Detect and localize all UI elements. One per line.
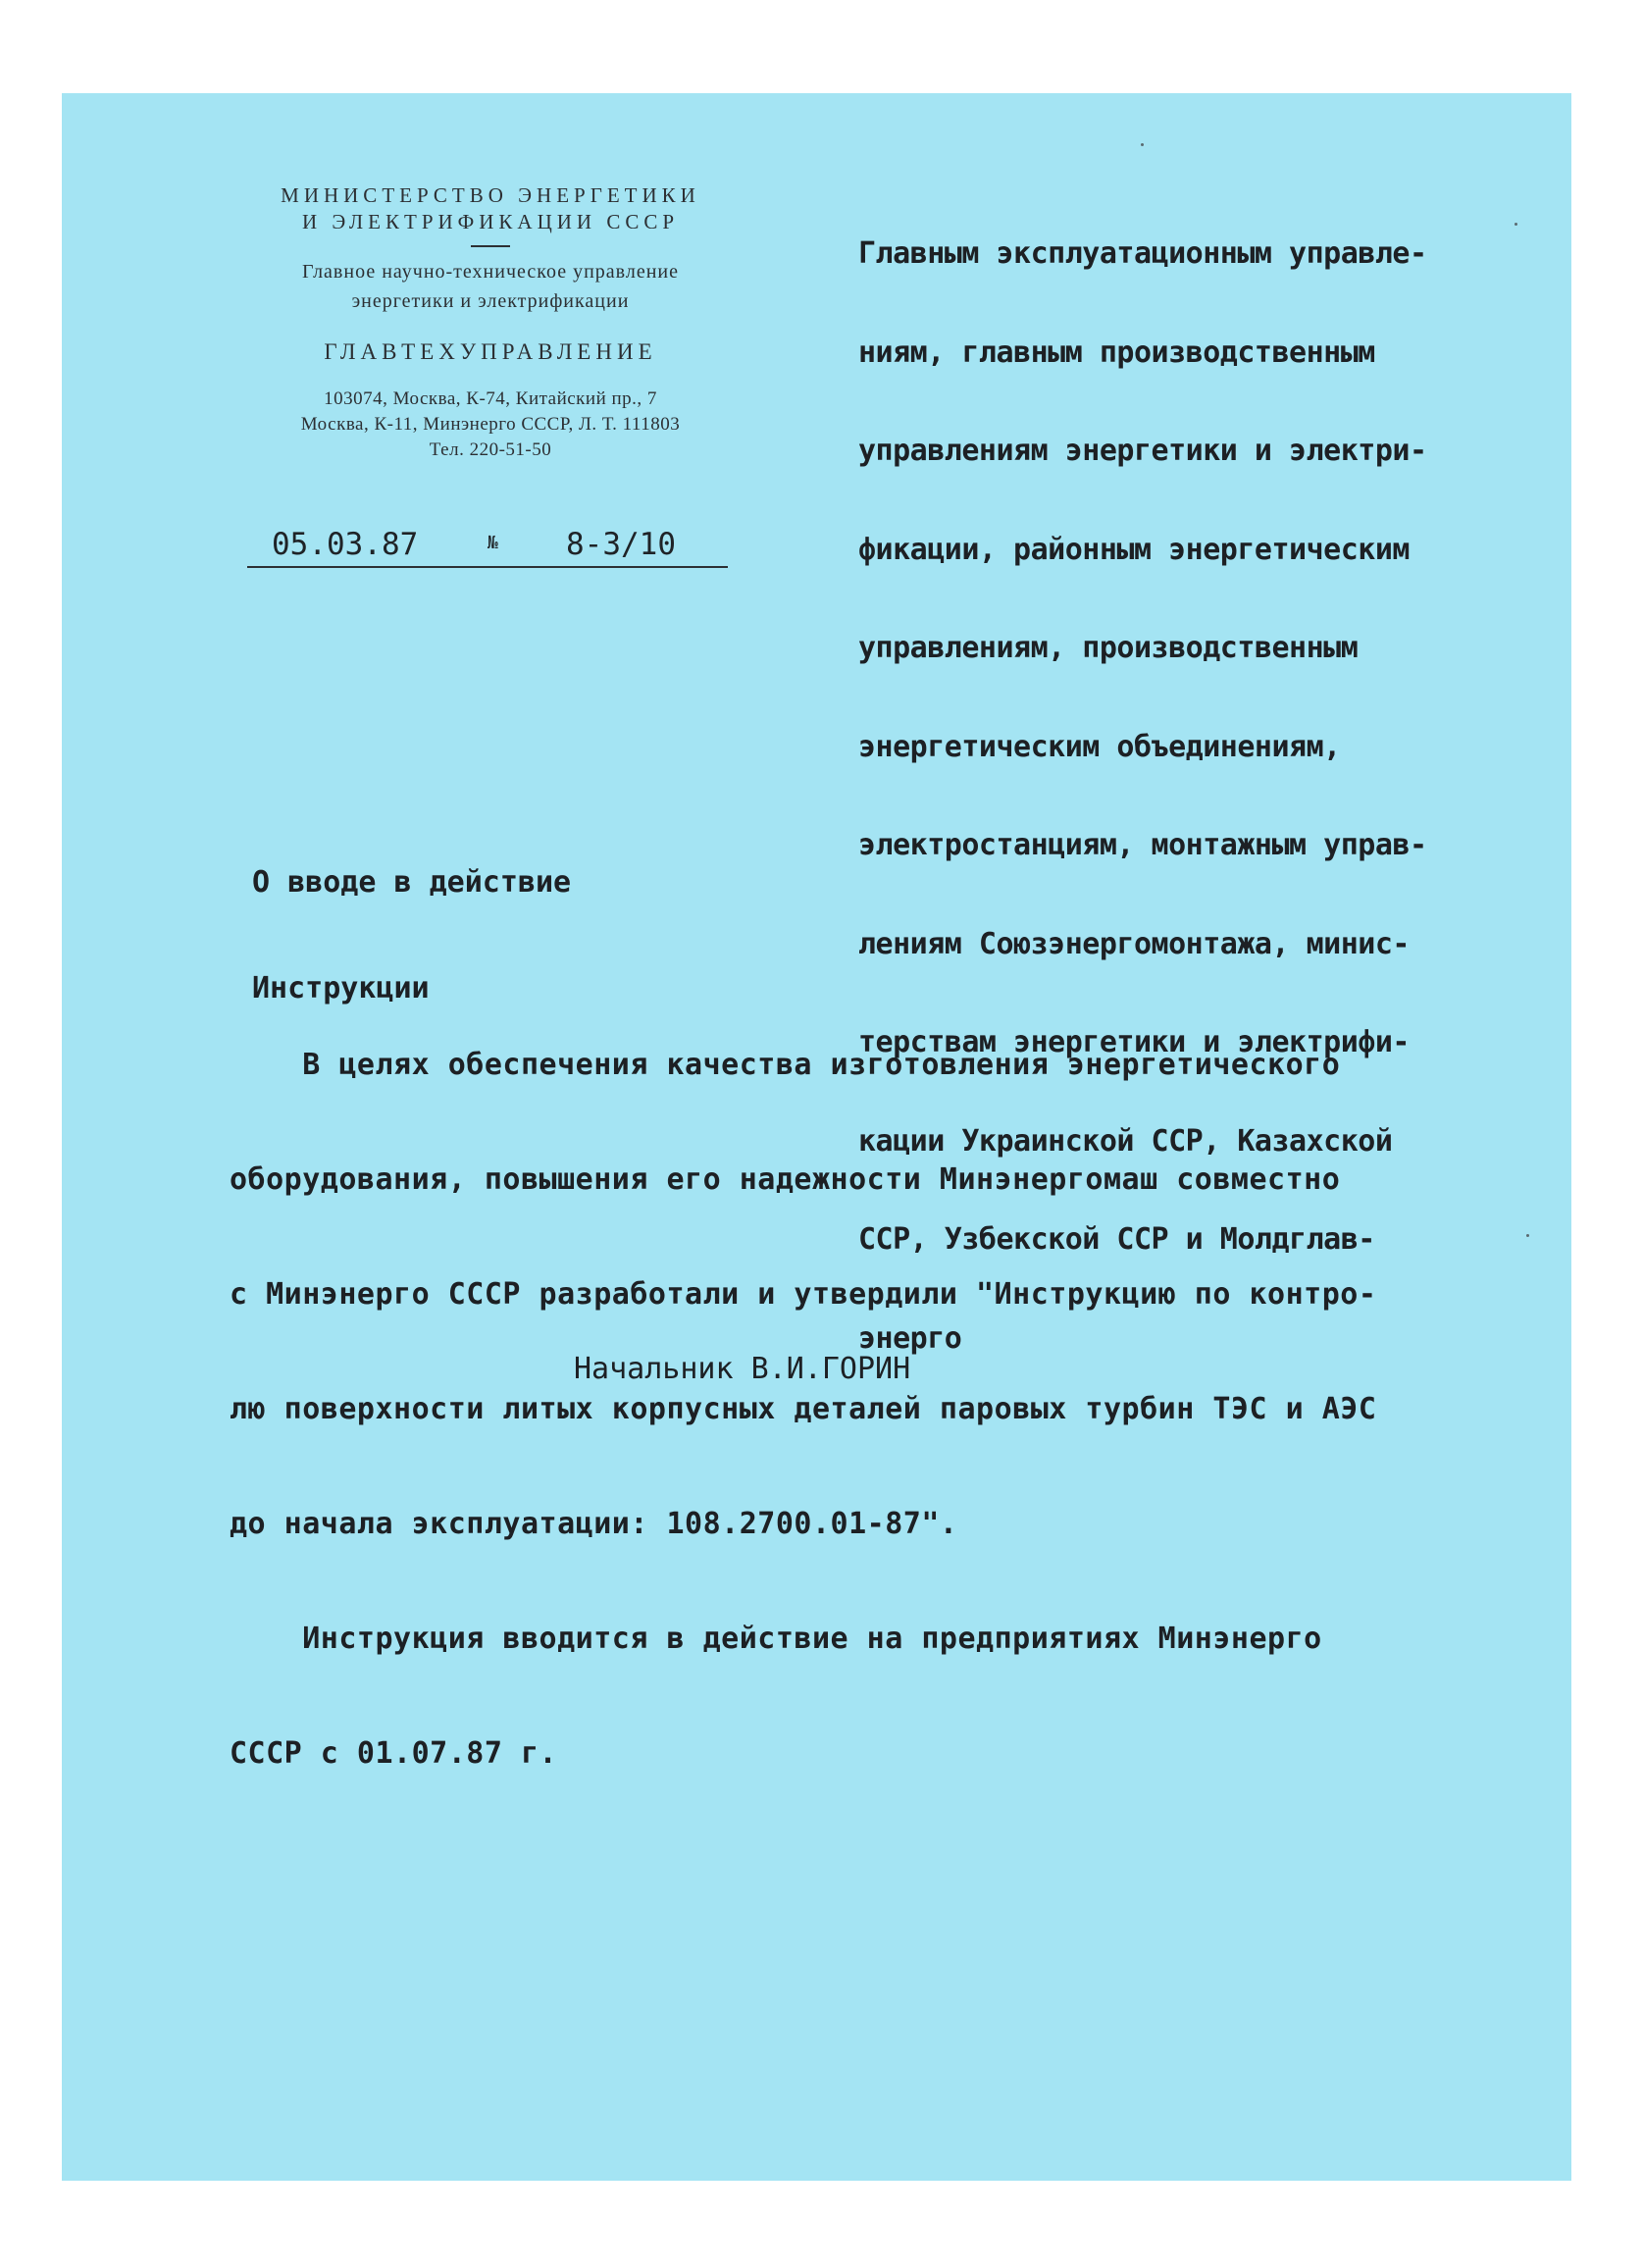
addressee-line: ССР, Узбекской ССР и Молдглав- — [858, 1222, 1375, 1257]
body-line: до начала эксплуатации: 108.2700.01-87". — [230, 1507, 958, 1541]
body-line: В целях обеспечения качества изготовления энергетического — [230, 1048, 1341, 1082]
letter-body — [230, 969, 1376, 1811]
ministry-name-line-2: И ЭЛЕКТРИФИКАЦИИ СССР — [301, 210, 680, 233]
signature-line: Начальник В.И.ГОРИН — [574, 1352, 911, 1386]
addressee-line: управлениям, производственным — [858, 631, 1359, 665]
paper-speck — [1141, 143, 1144, 146]
address-line-2: Москва, К-11, Минэнерго СССР, Л. Т. 111803 — [300, 414, 681, 435]
addressee-line: Главным эксплуатационным управле- — [858, 236, 1427, 271]
addressee-line: лениям Союзэнергомонтажа, минис- — [858, 926, 1410, 961]
department-line-2: энергетики и электрификации — [351, 290, 630, 312]
reference-date: 05.03.87 — [272, 527, 419, 562]
addressee-line: кации Украинской ССР, Казахской — [858, 1123, 1393, 1159]
department-short-name: ГЛАВТЕХУПРАВЛЕНИЕ — [324, 339, 657, 364]
ministry-name-line-1: МИНИСТЕРСТВО ЭНЕРГЕТИКИ — [281, 183, 700, 207]
reference-line — [247, 523, 728, 568]
address-block — [196, 387, 785, 463]
reference-number: 8-3/10 — [566, 527, 676, 562]
paper-speck — [1526, 1234, 1529, 1237]
addressee-line: энерго — [858, 1320, 962, 1356]
addressee-line: фикации, районным энергетическим — [858, 532, 1410, 567]
subject-line-2: Инструкции — [252, 971, 430, 1005]
body-line: Инструкция вводится в действие на предприятиях Минэнерго — [230, 1622, 1322, 1656]
letterhead — [196, 182, 785, 463]
addressee-line: терствам энергетики и электрифи- — [858, 1025, 1410, 1059]
letterhead-divider — [471, 245, 510, 247]
body-line: СССР с 01.07.87 г. — [230, 1736, 558, 1771]
addressee-line: энергетическим объединениям, — [858, 729, 1341, 764]
reference-number-label: № — [488, 533, 498, 553]
body-line: с Минэнерго СССР разработали и утвердили "Инструкцию по контро- — [230, 1277, 1377, 1312]
address-line-1: 103074, Москва, К-74, Китайский пр., 7 — [324, 388, 657, 409]
subject-line-1: О вводе в действие — [252, 865, 572, 900]
phone-line: Тел. 220-51-50 — [429, 439, 552, 460]
addressee-line: управлениям энергетики и электри- — [858, 434, 1427, 468]
body-line: оборудования, повышения его надежности Минэнергомаш совместно — [230, 1162, 1341, 1197]
addressee-line: электростанциям, монтажным управ- — [858, 828, 1427, 862]
addressee-line: ниям, главным производственным — [858, 335, 1375, 370]
body-line: лю поверхности литых корпусных деталей паровых турбин ТЭС и АЭС — [230, 1392, 1377, 1426]
paper-speck — [1515, 223, 1517, 226]
department-line-1: Главное научно-техническое управление — [302, 261, 679, 283]
